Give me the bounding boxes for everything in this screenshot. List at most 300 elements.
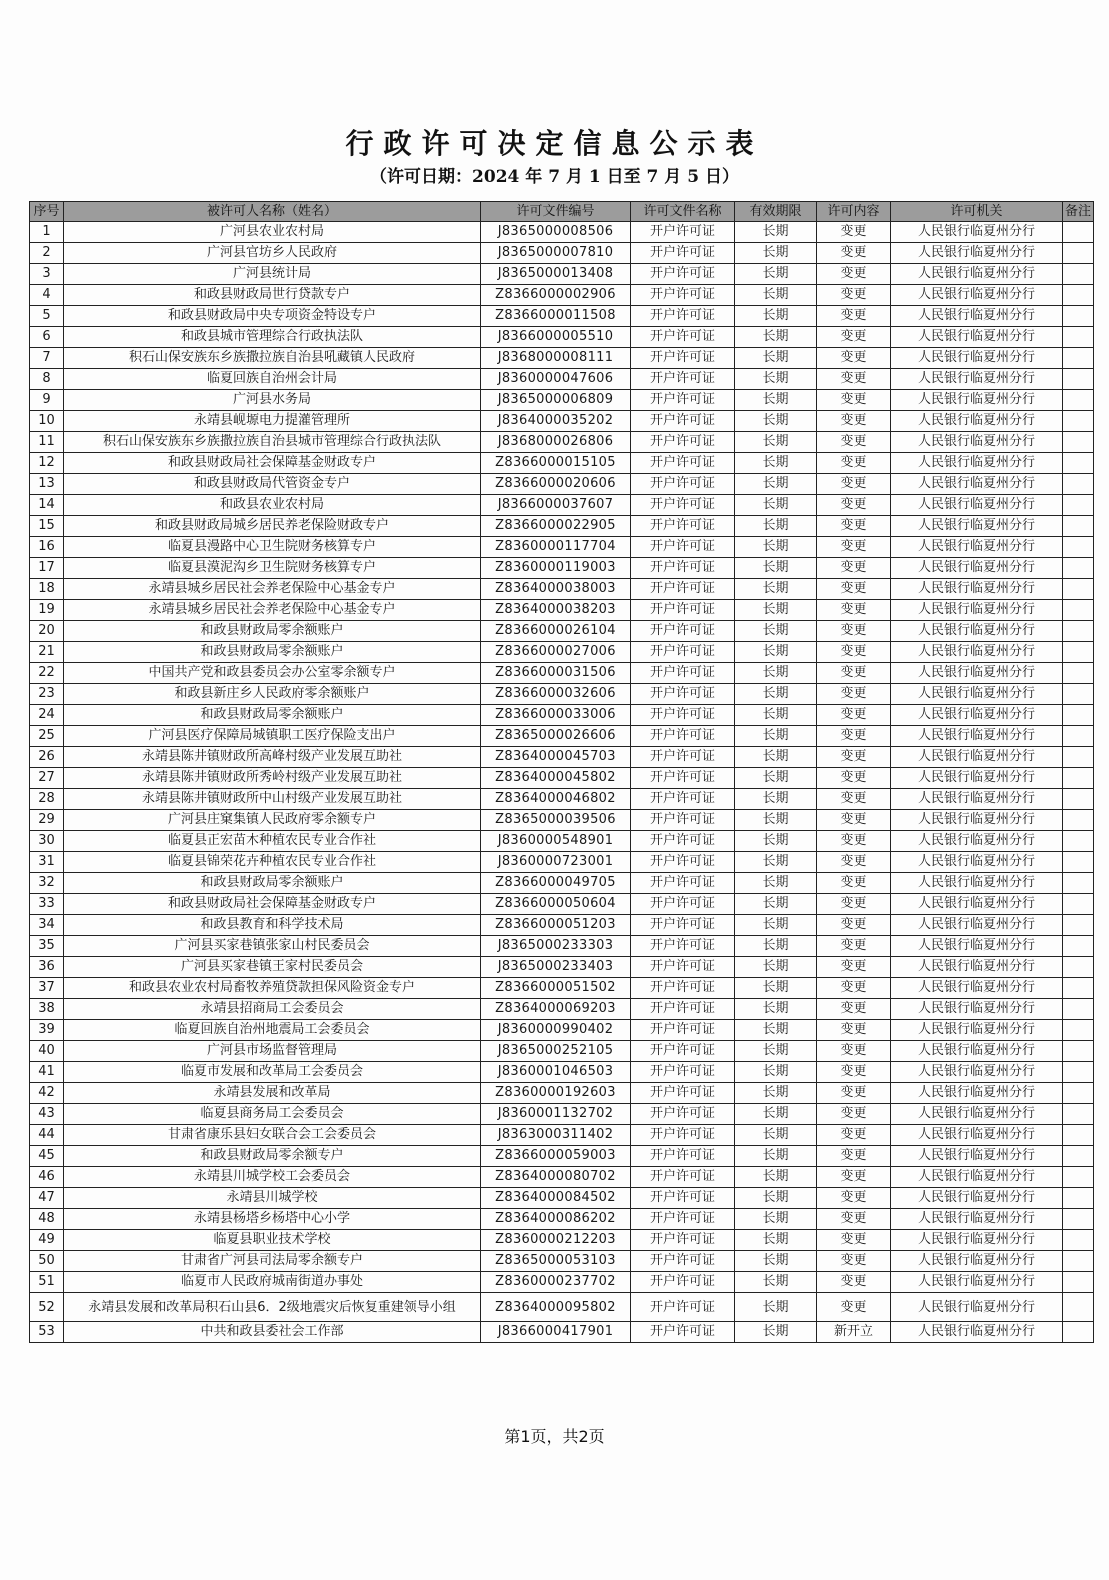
table-row xyxy=(30,684,1094,705)
table-row xyxy=(30,999,1094,1020)
cell-validity: 长期 xyxy=(735,369,817,390)
cell-remarks xyxy=(1063,915,1094,936)
cell-authority: 人民银行临夏州分行 xyxy=(891,369,1063,390)
cell-licensee: 临夏县正宏苗木种植农民专业合作社 xyxy=(64,831,481,852)
table-row xyxy=(30,453,1094,474)
table-row xyxy=(30,810,1094,831)
cell-authority: 人民银行临夏州分行 xyxy=(891,1146,1063,1167)
cell-doc-name: 开户许可证 xyxy=(631,327,735,348)
cell-index: 50 xyxy=(30,1251,64,1272)
cell-doc-name: 开户许可证 xyxy=(631,285,735,306)
table-row xyxy=(30,831,1094,852)
cell-remarks xyxy=(1063,390,1094,411)
cell-doc-number: Z8366000026104 xyxy=(481,621,631,642)
cell-doc-name: 开户许可证 xyxy=(631,222,735,243)
cell-content: 变更 xyxy=(817,432,891,453)
cell-validity: 长期 xyxy=(735,390,817,411)
cell-index: 12 xyxy=(30,453,64,474)
cell-authority: 人民银行临夏州分行 xyxy=(891,663,1063,684)
cell-index: 35 xyxy=(30,936,64,957)
cell-doc-name: 开户许可证 xyxy=(631,600,735,621)
cell-content: 变更 xyxy=(817,579,891,600)
cell-validity: 长期 xyxy=(735,642,817,663)
cell-licensee: 广河县官坊乡人民政府 xyxy=(64,243,481,264)
cell-content: 变更 xyxy=(817,1209,891,1230)
cell-doc-name: 开户许可证 xyxy=(631,306,735,327)
cell-authority: 人民银行临夏州分行 xyxy=(891,495,1063,516)
cell-remarks xyxy=(1063,432,1094,453)
col-header-index: 序号 xyxy=(30,202,64,222)
cell-licensee: 和政县新庄乡人民政府零余额账户 xyxy=(64,684,481,705)
cell-remarks xyxy=(1063,1188,1094,1209)
cell-doc-number: J8360000990402 xyxy=(481,1020,631,1041)
cell-authority: 人民银行临夏州分行 xyxy=(891,243,1063,264)
cell-doc-name: 开户许可证 xyxy=(631,957,735,978)
cell-licensee: 和政县财政局中央专项资金特设专户 xyxy=(64,306,481,327)
cell-validity: 长期 xyxy=(735,1188,817,1209)
cell-doc-number: J8368000008111 xyxy=(481,348,631,369)
cell-doc-number: Z8364000086202 xyxy=(481,1209,631,1230)
cell-index: 9 xyxy=(30,390,64,411)
table-row xyxy=(30,1322,1094,1343)
cell-index: 37 xyxy=(30,978,64,999)
cell-remarks xyxy=(1063,642,1094,663)
table-row xyxy=(30,411,1094,432)
cell-doc-number: Z8364000084502 xyxy=(481,1188,631,1209)
cell-doc-number: Z8366000015105 xyxy=(481,453,631,474)
cell-validity: 长期 xyxy=(735,579,817,600)
cell-licensee: 和政县农业农村局 xyxy=(64,495,481,516)
cell-doc-number: Z8364000095802 xyxy=(481,1293,631,1322)
cell-doc-number: J8365000008506 xyxy=(481,222,631,243)
cell-doc-name: 开户许可证 xyxy=(631,1272,735,1293)
table-row xyxy=(30,1062,1094,1083)
cell-index: 30 xyxy=(30,831,64,852)
cell-authority: 人民银行临夏州分行 xyxy=(891,411,1063,432)
cell-validity: 长期 xyxy=(735,789,817,810)
cell-content: 变更 xyxy=(817,705,891,726)
table-row xyxy=(30,1041,1094,1062)
cell-content: 变更 xyxy=(817,789,891,810)
cell-authority: 人民银行临夏州分行 xyxy=(891,558,1063,579)
cell-doc-name: 开户许可证 xyxy=(631,684,735,705)
cell-licensee: 和政县财政局社会保障基金财政专户 xyxy=(64,894,481,915)
cell-remarks xyxy=(1063,810,1094,831)
cell-doc-number: J8366000417901 xyxy=(481,1322,631,1343)
cell-validity: 长期 xyxy=(735,222,817,243)
table-row xyxy=(30,537,1094,558)
cell-content: 变更 xyxy=(817,558,891,579)
cell-doc-name: 开户许可证 xyxy=(631,999,735,1020)
cell-authority: 人民银行临夏州分行 xyxy=(891,726,1063,747)
cell-content: 变更 xyxy=(817,915,891,936)
cell-authority: 人民银行临夏州分行 xyxy=(891,1251,1063,1272)
cell-content: 变更 xyxy=(817,222,891,243)
cell-content: 变更 xyxy=(817,243,891,264)
cell-content: 变更 xyxy=(817,474,891,495)
cell-remarks xyxy=(1063,831,1094,852)
cell-validity: 长期 xyxy=(735,1062,817,1083)
cell-doc-number: Z8364000080702 xyxy=(481,1167,631,1188)
cell-index: 23 xyxy=(30,684,64,705)
cell-doc-number: Z8364000069203 xyxy=(481,999,631,1020)
cell-content: 变更 xyxy=(817,936,891,957)
cell-remarks xyxy=(1063,243,1094,264)
cell-doc-name: 开户许可证 xyxy=(631,915,735,936)
cell-licensee: 永靖县川城学校工会委员会 xyxy=(64,1167,481,1188)
table-row xyxy=(30,1272,1094,1293)
cell-doc-number: Z8366000049705 xyxy=(481,873,631,894)
table-row xyxy=(30,1188,1094,1209)
table-row xyxy=(30,558,1094,579)
cell-content: 变更 xyxy=(817,726,891,747)
cell-licensee: 中国共产党和政县委员会办公室零余额专户 xyxy=(64,663,481,684)
cell-remarks xyxy=(1063,1209,1094,1230)
cell-validity: 长期 xyxy=(735,705,817,726)
cell-licensee: 临夏回族自治州会计局 xyxy=(64,369,481,390)
cell-validity: 长期 xyxy=(735,264,817,285)
table-row xyxy=(30,1230,1094,1251)
cell-doc-number: Z8366000032606 xyxy=(481,684,631,705)
cell-authority: 人民银行临夏州分行 xyxy=(891,1167,1063,1188)
cell-remarks xyxy=(1063,768,1094,789)
cell-doc-number: Z8366000033006 xyxy=(481,705,631,726)
cell-doc-number: Z8364000038003 xyxy=(481,579,631,600)
cell-authority: 人民银行临夏州分行 xyxy=(891,579,1063,600)
table-body xyxy=(30,222,1094,1343)
cell-licensee: 广河县医疗保障局城镇职工医疗保险支出户 xyxy=(64,726,481,747)
cell-doc-number: Z8365000039506 xyxy=(481,810,631,831)
cell-content: 变更 xyxy=(817,348,891,369)
cell-doc-name: 开户许可证 xyxy=(631,768,735,789)
cell-remarks xyxy=(1063,1020,1094,1041)
cell-doc-number: J8360001046503 xyxy=(481,1062,631,1083)
cell-content: 变更 xyxy=(817,369,891,390)
cell-licensee: 永靖县陈井镇财政所秀岭村级产业发展互助社 xyxy=(64,768,481,789)
cell-content: 变更 xyxy=(817,747,891,768)
cell-content: 变更 xyxy=(817,1188,891,1209)
cell-index: 22 xyxy=(30,663,64,684)
cell-doc-name: 开户许可证 xyxy=(631,1104,735,1125)
cell-validity: 长期 xyxy=(735,432,817,453)
cell-remarks xyxy=(1063,1104,1094,1125)
cell-doc-name: 开户许可证 xyxy=(631,1251,735,1272)
cell-remarks xyxy=(1063,1062,1094,1083)
cell-remarks xyxy=(1063,579,1094,600)
cell-content: 变更 xyxy=(817,768,891,789)
cell-remarks xyxy=(1063,327,1094,348)
cell-content: 变更 xyxy=(817,1062,891,1083)
cell-licensee: 和政县农业农村局畜牧养殖贷款担保风险资金专户 xyxy=(64,978,481,999)
cell-content: 变更 xyxy=(817,1146,891,1167)
cell-validity: 长期 xyxy=(735,306,817,327)
cell-doc-name: 开户许可证 xyxy=(631,369,735,390)
cell-doc-number: J8365000013408 xyxy=(481,264,631,285)
cell-authority: 人民银行临夏州分行 xyxy=(891,621,1063,642)
table-row xyxy=(30,789,1094,810)
cell-index: 31 xyxy=(30,852,64,873)
cell-content: 变更 xyxy=(817,1104,891,1125)
cell-doc-name: 开户许可证 xyxy=(631,243,735,264)
cell-validity: 长期 xyxy=(735,1272,817,1293)
cell-remarks xyxy=(1063,1251,1094,1272)
cell-doc-number: Z8366000031506 xyxy=(481,663,631,684)
cell-remarks xyxy=(1063,411,1094,432)
cell-doc-name: 开户许可证 xyxy=(631,516,735,537)
license-table xyxy=(29,201,1094,1343)
cell-authority: 人民银行临夏州分行 xyxy=(891,1104,1063,1125)
cell-doc-number: J8365000233403 xyxy=(481,957,631,978)
cell-remarks xyxy=(1063,348,1094,369)
cell-authority: 人民银行临夏州分行 xyxy=(891,1209,1063,1230)
cell-remarks xyxy=(1063,558,1094,579)
cell-remarks xyxy=(1063,663,1094,684)
cell-content: 变更 xyxy=(817,327,891,348)
cell-doc-number: Z8364000045802 xyxy=(481,768,631,789)
cell-authority: 人民银行临夏州分行 xyxy=(891,642,1063,663)
cell-index: 38 xyxy=(30,999,64,1020)
cell-validity: 长期 xyxy=(735,348,817,369)
cell-doc-number: Z8365000053103 xyxy=(481,1251,631,1272)
table-row xyxy=(30,747,1094,768)
cell-licensee: 和政县财政局零余额专户 xyxy=(64,1146,481,1167)
cell-authority: 人民银行临夏州分行 xyxy=(891,1041,1063,1062)
table-row xyxy=(30,600,1094,621)
cell-authority: 人民银行临夏州分行 xyxy=(891,1322,1063,1343)
cell-licensee: 临夏回族自治州地震局工会委员会 xyxy=(64,1020,481,1041)
cell-licensee: 临夏县锦荣花卉种植农民专业合作社 xyxy=(64,852,481,873)
cell-remarks xyxy=(1063,1167,1094,1188)
cell-index: 21 xyxy=(30,642,64,663)
cell-remarks xyxy=(1063,453,1094,474)
cell-index: 25 xyxy=(30,726,64,747)
cell-content: 变更 xyxy=(817,642,891,663)
cell-doc-name: 开户许可证 xyxy=(631,1293,735,1322)
cell-doc-name: 开户许可证 xyxy=(631,537,735,558)
cell-authority: 人民银行临夏州分行 xyxy=(891,1062,1063,1083)
cell-licensee: 永靖县招商局工会委员会 xyxy=(64,999,481,1020)
cell-doc-number: Z8364000045703 xyxy=(481,747,631,768)
cell-licensee: 永靖县城乡居民社会养老保险中心基金专户 xyxy=(64,579,481,600)
cell-doc-number: J8360000548901 xyxy=(481,831,631,852)
table-header-row xyxy=(30,202,1094,222)
table-row xyxy=(30,579,1094,600)
cell-validity: 长期 xyxy=(735,558,817,579)
cell-index: 51 xyxy=(30,1272,64,1293)
cell-doc-number: Z8366000022905 xyxy=(481,516,631,537)
cell-validity: 长期 xyxy=(735,537,817,558)
cell-remarks xyxy=(1063,306,1094,327)
cell-remarks xyxy=(1063,1125,1094,1146)
cell-remarks xyxy=(1063,1272,1094,1293)
cell-doc-number: Z8360000192603 xyxy=(481,1083,631,1104)
cell-doc-name: 开户许可证 xyxy=(631,747,735,768)
cell-doc-name: 开户许可证 xyxy=(631,348,735,369)
table-row xyxy=(30,1104,1094,1125)
cell-content: 变更 xyxy=(817,978,891,999)
cell-doc-number: J8366000005510 xyxy=(481,327,631,348)
cell-doc-number: Z8366000051203 xyxy=(481,915,631,936)
cell-validity: 长期 xyxy=(735,999,817,1020)
cell-licensee: 永靖县杨塔乡杨塔中心小学 xyxy=(64,1209,481,1230)
cell-validity: 长期 xyxy=(735,873,817,894)
table-row xyxy=(30,1020,1094,1041)
cell-licensee: 永靖县陈井镇财政所高峰村级产业发展互助社 xyxy=(64,747,481,768)
col-header-remarks: 备注 xyxy=(1063,202,1094,222)
cell-validity: 长期 xyxy=(735,1167,817,1188)
cell-doc-name: 开户许可证 xyxy=(631,453,735,474)
table-row xyxy=(30,285,1094,306)
cell-content: 变更 xyxy=(817,1020,891,1041)
cell-licensee: 广河县统计局 xyxy=(64,264,481,285)
cell-doc-name: 开户许可证 xyxy=(631,390,735,411)
cell-doc-number: Z8365000026606 xyxy=(481,726,631,747)
cell-content: 变更 xyxy=(817,684,891,705)
cell-authority: 人民银行临夏州分行 xyxy=(891,894,1063,915)
cell-licensee: 和政县城市管理综合行政执法队 xyxy=(64,327,481,348)
cell-doc-name: 开户许可证 xyxy=(631,264,735,285)
cell-licensee: 甘肃省广河县司法局零余额专户 xyxy=(64,1251,481,1272)
cell-remarks xyxy=(1063,789,1094,810)
table-row xyxy=(30,873,1094,894)
cell-licensee: 和政县财政局零余额账户 xyxy=(64,873,481,894)
cell-content: 变更 xyxy=(817,1125,891,1146)
cell-index: 39 xyxy=(30,1020,64,1041)
cell-doc-name: 开户许可证 xyxy=(631,726,735,747)
cell-remarks xyxy=(1063,474,1094,495)
cell-index: 4 xyxy=(30,285,64,306)
cell-content: 变更 xyxy=(817,1230,891,1251)
cell-remarks xyxy=(1063,1041,1094,1062)
cell-remarks xyxy=(1063,495,1094,516)
table-row xyxy=(30,852,1094,873)
cell-doc-name: 开户许可证 xyxy=(631,558,735,579)
cell-index: 46 xyxy=(30,1167,64,1188)
table-row xyxy=(30,1125,1094,1146)
cell-licensee: 和政县财政局零余额账户 xyxy=(64,642,481,663)
cell-doc-number: Z8360000237702 xyxy=(481,1272,631,1293)
cell-licensee: 广河县庄窠集镇人民政府零余额专户 xyxy=(64,810,481,831)
cell-doc-name: 开户许可证 xyxy=(631,1188,735,1209)
cell-index: 6 xyxy=(30,327,64,348)
cell-doc-name: 开户许可证 xyxy=(631,642,735,663)
cell-doc-name: 开户许可证 xyxy=(631,873,735,894)
cell-licensee: 永靖县城乡居民社会养老保险中心基金专户 xyxy=(64,600,481,621)
cell-doc-name: 开户许可证 xyxy=(631,1209,735,1230)
cell-validity: 长期 xyxy=(735,663,817,684)
cell-doc-number: J8365000252105 xyxy=(481,1041,631,1062)
cell-content: 变更 xyxy=(817,537,891,558)
cell-doc-number: J8365000007810 xyxy=(481,243,631,264)
cell-doc-number: Z8366000011508 xyxy=(481,306,631,327)
cell-doc-name: 开户许可证 xyxy=(631,1041,735,1062)
cell-doc-name: 开户许可证 xyxy=(631,852,735,873)
cell-index: 28 xyxy=(30,789,64,810)
cell-doc-name: 开户许可证 xyxy=(631,411,735,432)
cell-doc-number: Z8364000046802 xyxy=(481,789,631,810)
table-row xyxy=(30,390,1094,411)
cell-doc-number: Z8366000059003 xyxy=(481,1146,631,1167)
cell-licensee: 临夏市人民政府城南街道办事处 xyxy=(64,1272,481,1293)
cell-remarks xyxy=(1063,726,1094,747)
cell-validity: 长期 xyxy=(735,495,817,516)
cell-authority: 人民银行临夏州分行 xyxy=(891,1083,1063,1104)
cell-index: 48 xyxy=(30,1209,64,1230)
cell-index: 1 xyxy=(30,222,64,243)
cell-index: 26 xyxy=(30,747,64,768)
cell-doc-number: Z8360000119003 xyxy=(481,558,631,579)
cell-remarks xyxy=(1063,1322,1094,1343)
cell-authority: 人民银行临夏州分行 xyxy=(891,999,1063,1020)
cell-authority: 人民银行临夏州分行 xyxy=(891,474,1063,495)
cell-index: 44 xyxy=(30,1125,64,1146)
cell-doc-name: 开户许可证 xyxy=(631,1062,735,1083)
cell-index: 34 xyxy=(30,915,64,936)
cell-index: 32 xyxy=(30,873,64,894)
cell-index: 14 xyxy=(30,495,64,516)
cell-licensee: 临夏县职业技术学校 xyxy=(64,1230,481,1251)
cell-authority: 人民银行临夏州分行 xyxy=(891,516,1063,537)
cell-content: 变更 xyxy=(817,663,891,684)
cell-index: 40 xyxy=(30,1041,64,1062)
table-row xyxy=(30,936,1094,957)
cell-validity: 长期 xyxy=(735,243,817,264)
cell-remarks xyxy=(1063,1146,1094,1167)
cell-doc-number: Z8366000020606 xyxy=(481,474,631,495)
cell-index: 19 xyxy=(30,600,64,621)
cell-remarks xyxy=(1063,747,1094,768)
cell-validity: 长期 xyxy=(735,1041,817,1062)
table-row xyxy=(30,1209,1094,1230)
col-header-licensee: 被许可人名称（姓名） xyxy=(64,202,481,222)
cell-doc-name: 开户许可证 xyxy=(631,789,735,810)
cell-authority: 人民银行临夏州分行 xyxy=(891,1272,1063,1293)
cell-remarks xyxy=(1063,222,1094,243)
table-row xyxy=(30,495,1094,516)
cell-content: 变更 xyxy=(817,1272,891,1293)
cell-licensee: 甘肃省康乐县妇女联合会工会委员会 xyxy=(64,1125,481,1146)
cell-validity: 长期 xyxy=(735,1146,817,1167)
cell-doc-number: Z8366000027006 xyxy=(481,642,631,663)
cell-index: 36 xyxy=(30,957,64,978)
cell-authority: 人民银行临夏州分行 xyxy=(891,810,1063,831)
cell-authority: 人民银行临夏州分行 xyxy=(891,390,1063,411)
cell-authority: 人民银行临夏州分行 xyxy=(891,1230,1063,1251)
cell-index: 42 xyxy=(30,1083,64,1104)
cell-remarks xyxy=(1063,1083,1094,1104)
cell-doc-name: 开户许可证 xyxy=(631,1146,735,1167)
table-row xyxy=(30,348,1094,369)
cell-remarks xyxy=(1063,978,1094,999)
cell-authority: 人民银行临夏州分行 xyxy=(891,600,1063,621)
cell-index: 29 xyxy=(30,810,64,831)
cell-authority: 人民银行临夏州分行 xyxy=(891,327,1063,348)
table-row xyxy=(30,1167,1094,1188)
cell-authority: 人民银行临夏州分行 xyxy=(891,348,1063,369)
cell-index: 11 xyxy=(30,432,64,453)
table-row xyxy=(30,432,1094,453)
cell-content: 变更 xyxy=(817,411,891,432)
cell-authority: 人民银行临夏州分行 xyxy=(891,1125,1063,1146)
cell-licensee: 和政县财政局零余额账户 xyxy=(64,621,481,642)
cell-doc-name: 开户许可证 xyxy=(631,831,735,852)
cell-content: 变更 xyxy=(817,894,891,915)
cell-content: 变更 xyxy=(817,600,891,621)
cell-content: 变更 xyxy=(817,1083,891,1104)
cell-remarks xyxy=(1063,285,1094,306)
cell-licensee: 和政县教育和科学技术局 xyxy=(64,915,481,936)
col-header-content: 许可内容 xyxy=(817,202,891,222)
